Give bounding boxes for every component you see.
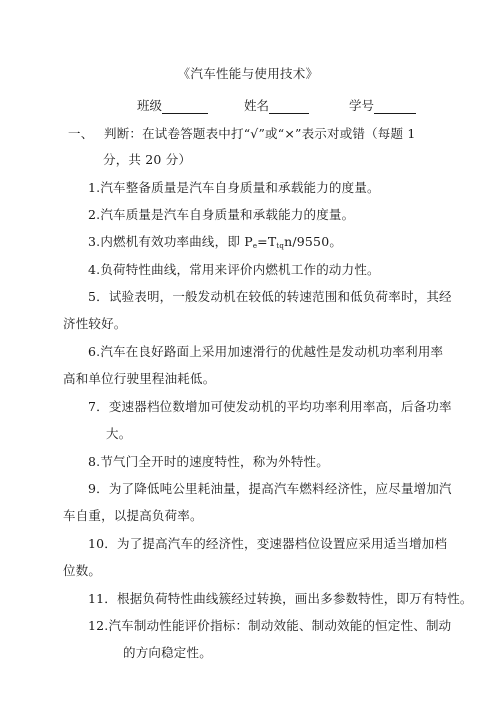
question-10-line1: 10．为了提高汽车的经济性，变速器档位设置应采用适当增加档 [88,536,448,551]
question-7-line2: 大。 [106,426,132,441]
question-7-line1: 7．变速器档位数增加可使发动机的平均功率利用率高，后备功率 [88,399,452,414]
question-3: 3.内燃机有效功率曲线，即 $P_e=T_{tq}n/9550$。 [88,234,343,250]
question-12-line2: 的方向稳定性。 [123,645,212,660]
exam-title: 《汽车性能与使用技术》 [177,66,319,81]
question-4: 4.负荷特性曲线，常用来评价内燃机工作的动力性。 [88,262,380,277]
id-field [349,96,416,114]
name-label: 姓名 [244,98,270,113]
name-blank [269,98,309,114]
question-10-line2: 位数。 [63,563,102,578]
section-heading-line1: 判断：在试卷答题表中打“√”或“×”表示对或错（每题 1 [104,126,416,141]
name-field [244,96,309,114]
question-12-line1: 12.汽车制动性能评价指标：制动效能、制动效能的恒定性、制动 [88,618,452,633]
question-9-line2: 车自重，以提高负荷率。 [63,508,203,523]
question-6-line2: 高和单位行驶里程油耗低。 [63,371,216,386]
question-11: 11．根据负荷特性曲线簇经过转换，画出多参数特性，即万有特性。 [88,591,473,606]
question-2: 2.汽车质量是汽车自身质量和承载能力的度量。 [88,207,355,222]
question-8: 8.节气门全开时的速度特性，称为外特性。 [88,454,329,469]
id-blank [374,98,416,114]
class-label: 班级 [137,98,163,113]
class-field [137,96,208,114]
section-heading-line2: 分，共 20 分） [103,152,192,167]
id-label: 学号 [349,98,375,113]
section-number: 一、 [68,126,94,141]
question-9-line1: 9．为了降低吨公里耗油量，提高汽车燃料经济性，应尽量增加汽 [88,481,452,496]
class-blank [162,98,208,114]
question-5-line2: 济性较好。 [63,316,127,331]
question-5-line1: 5．试验表明，一般发动机在较低的转速范围和低负荷率时，其经 [88,289,452,304]
question-6-line1: 6.汽车在良好路面上采用加速滑行的优越性是发动机功率利用率 [88,344,444,359]
question-1: 1.汽车整备质量是汽车自身质量和承载能力的度量。 [88,180,380,195]
